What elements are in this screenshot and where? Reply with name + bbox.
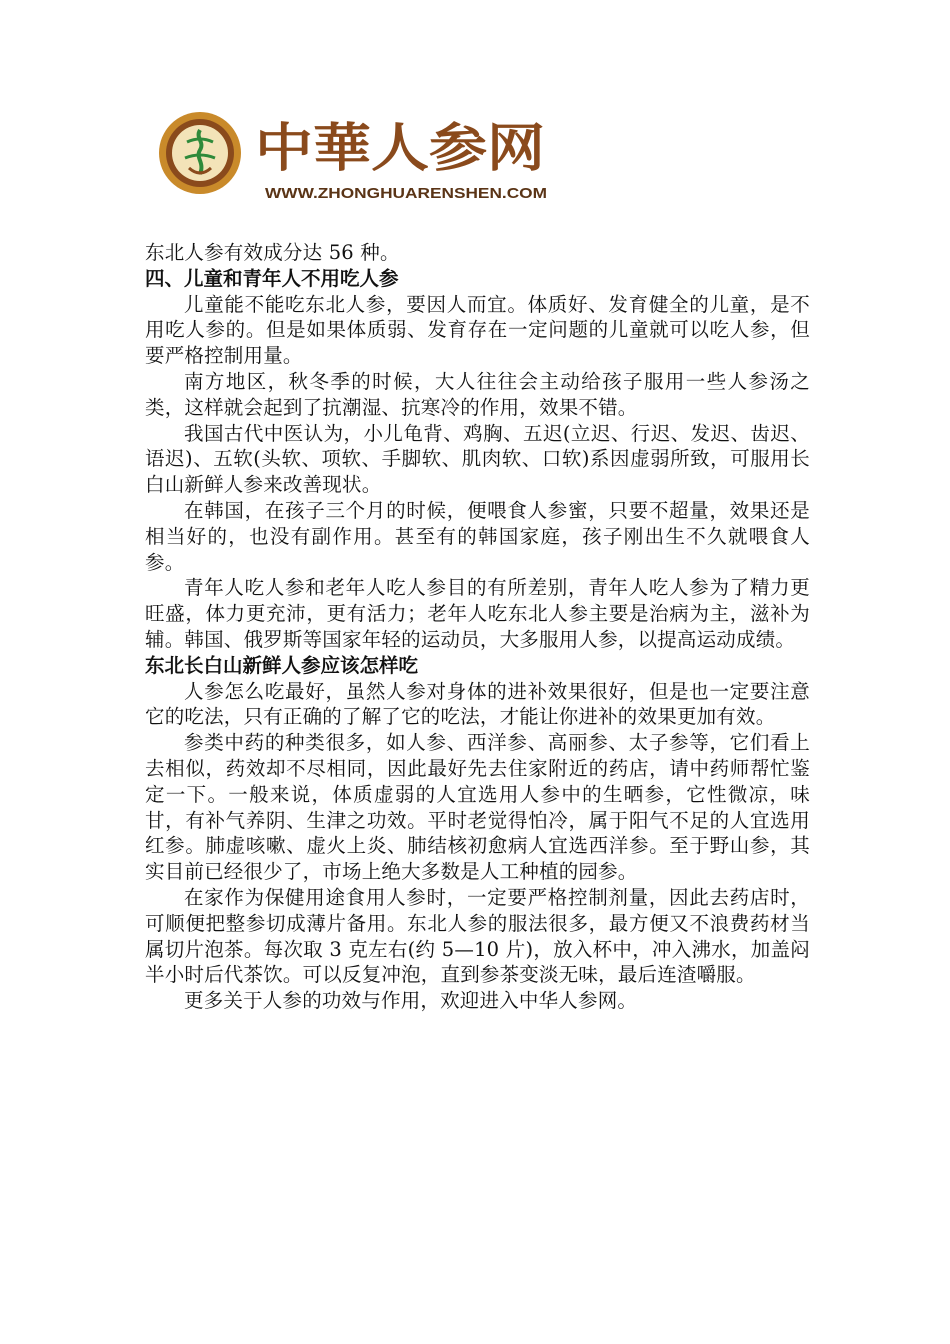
paragraph: 儿童能不能吃东北人参，要因人而宜。体质好、发育健全的儿童，是不用吃人参的。但是如果体质弱、发育存在一定问题的儿童就可以吃人参，但要严格控制用量。 bbox=[145, 292, 810, 368]
paragraph: 青年人吃人参和老年人吃人参目的有所差别，青年人吃人参为了精力更旺盛，体力更充沛，更有活力；老年人吃东北人参主要是治病为主，滋补为辅。韩国、俄罗斯等国家年轻的运动员，大多服用人参，以提高运动成绩。 bbox=[145, 576, 810, 651]
section-heading-children: 四、儿童和青年人不用吃人参 bbox=[145, 266, 399, 290]
paragraph: 在韩国，在孩子三个月的时候，便喂食人参蜜，只要不超量，效果还是相当好的，也没有副作用。甚至有的韩国家庭，孩子刚出生不久就喂食人参。 bbox=[145, 498, 810, 574]
paragraph: 人参怎么吃最好，虽然人参对身体的进补效果很好，但是也一定要注意它的吃法，只有正确的了解了它的吃法，才能让你进补的效果更加有效。 bbox=[145, 679, 810, 729]
paragraph-closing: 更多关于人参的功效与作用，欢迎进入中华人参网。 bbox=[184, 989, 638, 1013]
logo-name: 中華人参网 bbox=[255, 118, 545, 179]
paragraph: 在家作为保健用途食用人参时，一定要严格控制剂量，因此去药店时，可顺便把整参切成薄片备用。东北人参的服法很多，最方便又不浪费药材当属切片泡茶。每次取 3 克左右(约 5—10 片)，放入杯中，冲入沸水，加盖闷半小时后代茶饮。可以反复冲泡，直到参茶变淡无味，最后连渣嚼服。 bbox=[145, 885, 810, 987]
article-body bbox=[145, 240, 810, 1014]
logo-emblem-icon bbox=[159, 112, 241, 194]
logo-url: WWW.ZHONGHUARENSHEN.COM bbox=[265, 185, 547, 202]
paragraph: 我国古代中医认为，小儿龟背、鸡胸、五迟(立迟、行迟、发迟、齿迟、语迟)、五软(头软、项软、手脚软、肌肉软、口软)系因虚弱所致，可服用长白山新鲜人参来改善现状。 bbox=[145, 421, 810, 497]
paragraph: 参类中药的种类很多，如人参、西洋参、高丽参、太子参等，它们看上去相似，药效却不尽相同，因此最好先去住家附近的药店，请中药师帮忙鉴定一下。一般来说，体质虚弱的人宜选用人参中的生晒参，它性微凉，味甘，有补气养阴、生津之功效。平时老觉得怕冷，属于阳气不足的人宜选用红参。肺虚咳嗽、虚火上炎、肺结核初愈病人宜选西洋参。至于野山参，其实目前已经很少了，市场上绝大多数是人工种植的园参。 bbox=[145, 731, 810, 884]
section-heading-how-to-eat: 东北长白山新鲜人参应该怎样吃 bbox=[145, 653, 419, 677]
paragraph: 南方地区，秋冬季的时候，大人往往会主动给孩子服用一些人参汤之类，这样就会起到了抗潮湿、抗寒冷的作用，效果不错。 bbox=[145, 369, 810, 419]
site-logo bbox=[155, 108, 555, 208]
paragraph-intro-tail: 东北人参有效成分达 56 种。 bbox=[145, 241, 400, 264]
